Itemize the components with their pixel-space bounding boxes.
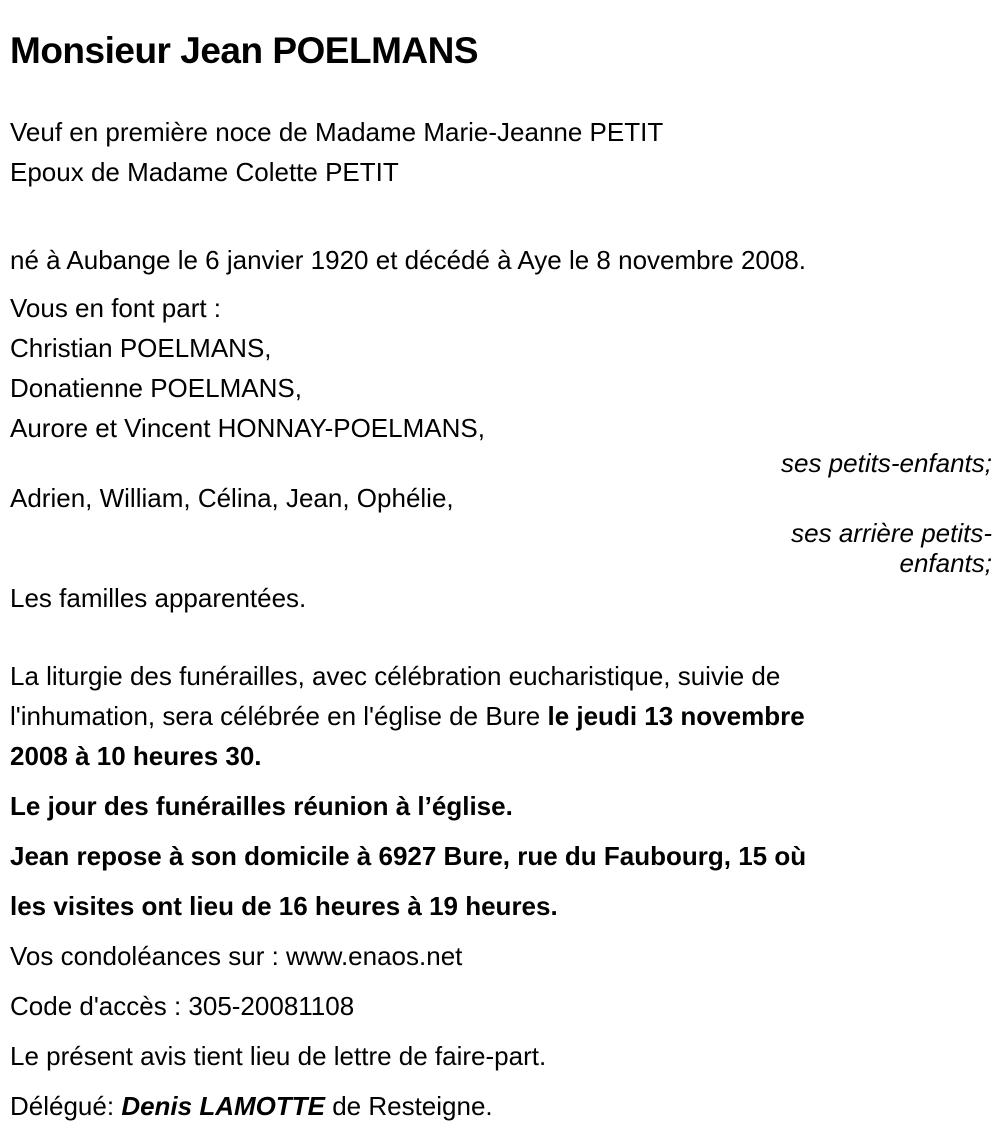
- ceremony-line-3: 2008 à 10 heures 30.: [10, 741, 262, 771]
- repose-line-2: les visites ont lieu de 16 heures à 19 heures.: [10, 891, 558, 921]
- family-member-line-2: Donatienne POELMANS,: [10, 373, 302, 403]
- ceremony-line-2-normal-text: l'inhumation, sera célébrée en l'église de Bure: [10, 701, 548, 731]
- grandchildren-names: Adrien, William, Célina, Jean, Ophélie,: [10, 483, 454, 513]
- condolences-line: Vos condoléances sur : www.enaos.net: [10, 941, 463, 971]
- faire-part-notice-line: Le présent avis tient lieu de lettre de faire-part.: [10, 1041, 547, 1071]
- ceremony-line-1: La liturgie des funérailles, avec célébration eucharistique, suivie de: [10, 661, 781, 691]
- birth-death-line: né à Aubange le 6 janvier 1920 et décédé à Aye le 8 novembre 2008.: [10, 245, 807, 275]
- repose-line-1: Jean repose à son domicile à 6927 Bure, rue du Faubourg, 15 où: [10, 841, 807, 871]
- access-code-line: Code d'accès : 305-20081108: [10, 991, 355, 1021]
- spouse-line-widower: Veuf en première noce de Madame Marie-Jeanne PETIT: [10, 117, 664, 147]
- page-title: Monsieur Jean POELMANS: [10, 30, 479, 71]
- related-families-line: Les familles apparentées.: [10, 583, 307, 613]
- delegate-suffix: de Resteigne.: [324, 1091, 493, 1121]
- great-grandchildren-label-line-2: enfants;: [899, 548, 992, 578]
- grandchildren-label: ses petits-enfants;: [781, 448, 992, 478]
- delegate-prefix: Délégué:: [10, 1091, 122, 1121]
- spouse-line-husband: Epoux de Madame Colette PETIT: [10, 157, 399, 187]
- family-member-line-3: Aurore et Vincent HONNAY-POELMANS,: [10, 413, 485, 443]
- delegate-line: [10, 1086, 992, 1126]
- family-member-line-1: Christian POELMANS,: [10, 333, 272, 363]
- ceremony-date-bold-text: le jeudi 13 novembre: [547, 701, 805, 731]
- delegate-name: Denis LAMOTTE: [121, 1091, 325, 1121]
- meeting-line: Le jour des funérailles réunion à l’église.: [10, 791, 513, 821]
- great-grandchildren-label-line-1: ses arrière petits-: [791, 518, 992, 548]
- ceremony-section: [10, 656, 992, 776]
- announcement-intro: Vous en font part :: [10, 293, 222, 323]
- spouse-section: [10, 112, 992, 192]
- ceremony-line-2: [10, 696, 992, 736]
